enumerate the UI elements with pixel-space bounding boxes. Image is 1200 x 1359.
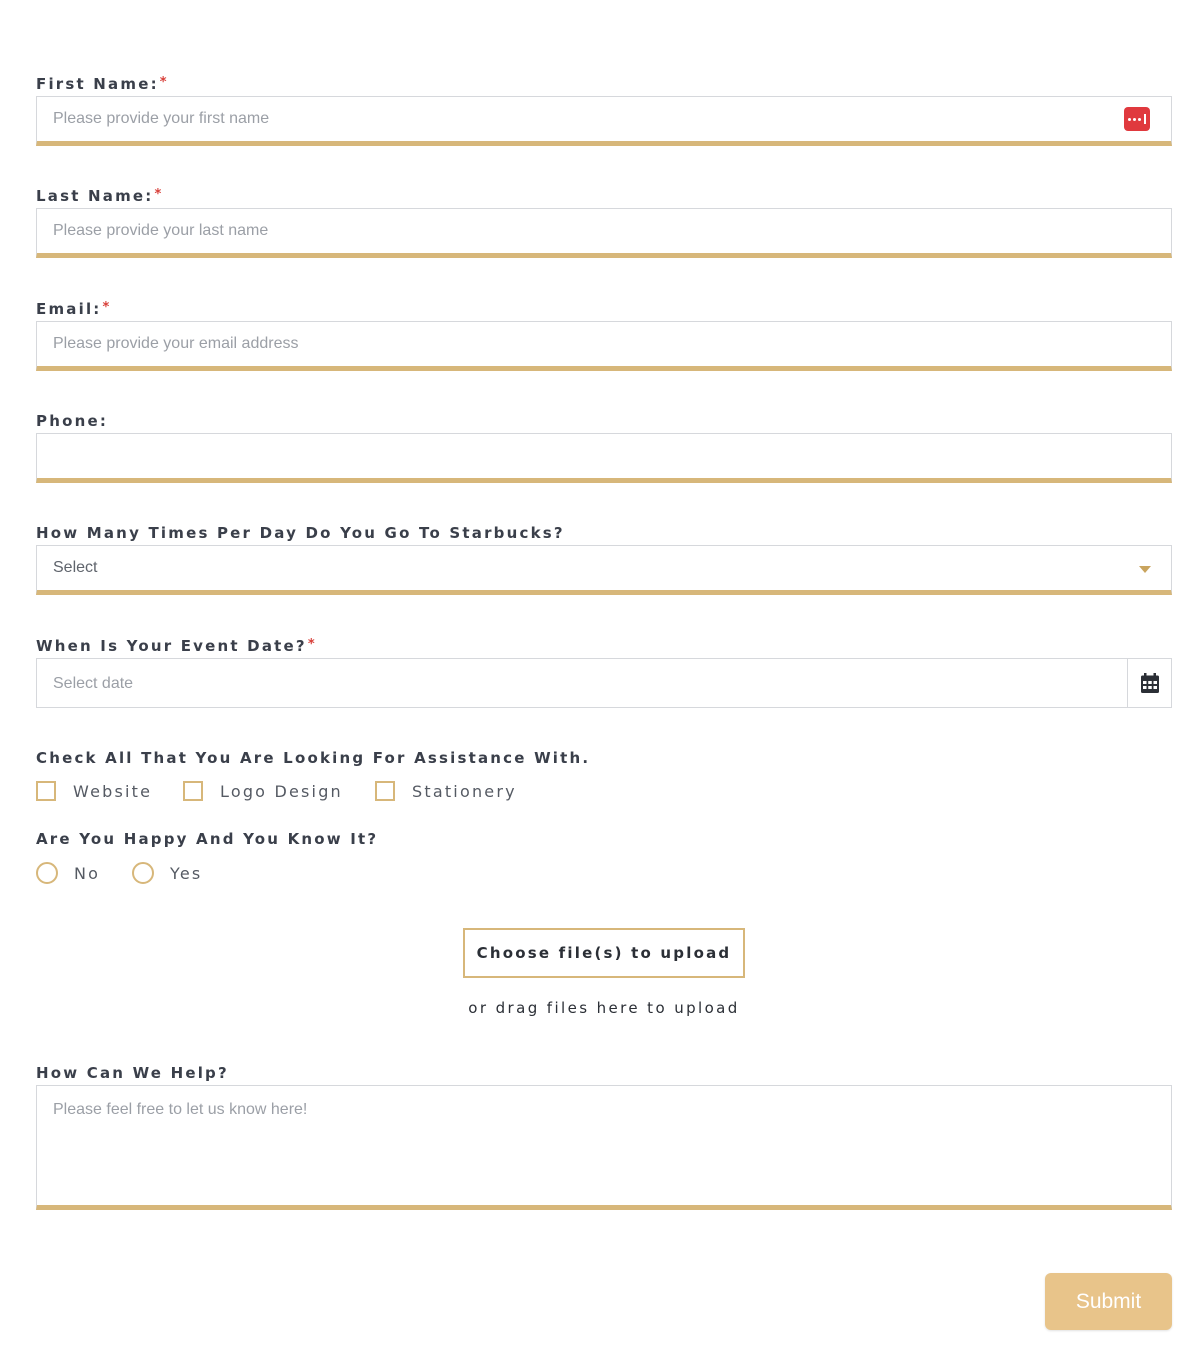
drag-files-text: or drag files here to upload — [468, 999, 740, 1017]
help-label: How Can We Help? — [36, 1064, 229, 1082]
checkbox-logo-design[interactable] — [183, 781, 343, 801]
phone-input[interactable] — [36, 433, 1172, 483]
event-date-input[interactable] — [36, 658, 1128, 708]
radio-button[interactable] — [36, 862, 58, 884]
last-name-label: Last Name:* — [36, 187, 164, 205]
checkbox[interactable] — [375, 781, 395, 801]
happy-label: Are You Happy And You Know It? — [36, 830, 379, 848]
required-mark: * — [102, 300, 112, 315]
calendar-button[interactable] — [1128, 658, 1172, 708]
password-manager-icon[interactable] — [1124, 107, 1150, 131]
email-label: Email:* — [36, 300, 112, 318]
checkbox-stationery[interactable] — [375, 781, 517, 801]
submit-button[interactable]: Submit — [1045, 1273, 1172, 1330]
checkbox-label: Stationery — [412, 781, 517, 801]
event-date-placeholder: Select date — [53, 675, 134, 692]
checkbox[interactable] — [36, 781, 56, 801]
last-name-input[interactable] — [36, 208, 1172, 258]
required-mark: * — [159, 75, 169, 90]
checkbox[interactable] — [183, 781, 203, 801]
help-placeholder: Please feel free to let us know here! — [53, 1101, 308, 1118]
starbucks-label: How Many Times Per Day Do You Go To Starbucks? — [36, 524, 565, 542]
phone-label: Phone: — [36, 412, 109, 430]
first-name-label: First Name:* — [36, 75, 169, 93]
chevron-down-icon — [1139, 566, 1151, 573]
checkbox-website[interactable] — [36, 781, 152, 801]
required-mark: * — [154, 187, 164, 202]
upload-button[interactable]: Choose file(s) to upload — [463, 928, 745, 978]
first-name-placeholder: Please provide your first name — [53, 110, 270, 127]
starbucks-selected-value: Select — [53, 559, 98, 576]
assistance-label: Check All That You Are Looking For Assistance With. — [36, 749, 591, 767]
radio-no[interactable] — [36, 862, 100, 884]
starbucks-select[interactable] — [36, 545, 1172, 595]
radio-button[interactable] — [132, 862, 154, 884]
radio-yes[interactable] — [132, 862, 202, 884]
email-placeholder: Please provide your email address — [53, 335, 299, 352]
radio-label: No — [74, 863, 101, 883]
radio-label: Yes — [170, 863, 203, 883]
help-textarea[interactable] — [36, 1085, 1172, 1210]
checkbox-label: Logo Design — [220, 781, 343, 801]
required-mark: * — [307, 637, 317, 652]
email-input[interactable] — [36, 321, 1172, 371]
checkbox-label: Website — [73, 781, 153, 801]
first-name-input[interactable] — [36, 96, 1172, 146]
event-date-label: When Is Your Event Date?* — [36, 637, 317, 655]
last-name-placeholder: Please provide your last name — [53, 222, 269, 239]
calendar-icon — [1141, 673, 1159, 693]
